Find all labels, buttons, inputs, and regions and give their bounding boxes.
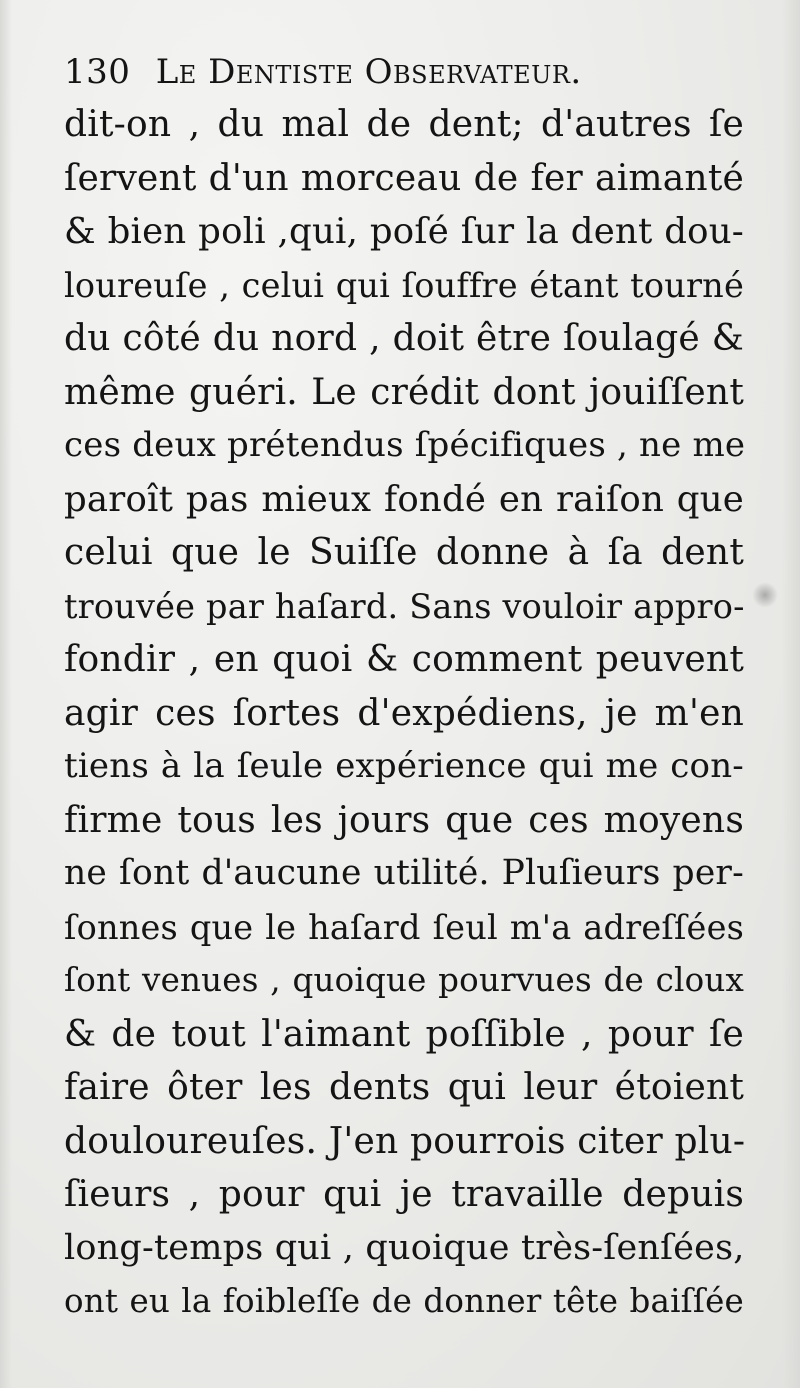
text-line: ne ſont d'aucune utilité. Pluſieurs per- [64,853,744,893]
text-line: celui que le Suiſſe donne à ſa dent [64,532,744,573]
text-line: ſervent d'un morceau de fer aimanté [64,157,744,199]
running-title: Le Dentiste Observateur. [155,52,582,92]
text-line: faire ôter les dents qui leur étoient [64,1067,744,1108]
text-line: dit-on , du mal de dent; d'autres ſe [64,104,744,145]
text-line: douloureuſes. J'en pourrois citer plu- [64,1120,746,1162]
text-line: ſont venues , quoique pourvues de cloux [64,961,744,999]
page-header [64,42,764,102]
text-line: même guéri. Le crédit dont jouiſſent [64,371,744,413]
text-line: ont eu la foibleſſe de donner tête baiſſée [64,1282,744,1320]
text-line: long-temps qui , quoique très-ſenſées, [64,1227,745,1268]
page-number: 130 [64,52,131,92]
text-line: du côté du nord , doit être ſoulagé & [64,318,744,359]
text-line: tiens à la ſeule expérience qui me con- [64,746,744,786]
text-line: & de tout l'aimant poſſible , pour ſe [64,1013,744,1055]
ink-smudge [752,582,778,608]
page-right-shadow [782,0,800,1388]
text-line: loureuſe , celui qui ſouffre étant tourné [64,265,744,305]
text-line: fondir , en quoi & comment peuvent [64,639,744,680]
text-line: paroît pas mieux fondé en raiſon que [64,478,744,520]
text-line: trouvée par haſard. Sans vouloir appro- [64,586,745,626]
text-line: agir ces ſortes d'expédiens, je m'en [64,692,744,734]
text-line: firme tous les jours que ces moyens [64,799,744,841]
text-line: ces deux prétendus ſpécifiques , ne me [64,425,746,465]
page-left-shadow [0,0,12,1388]
text-line: & bien poli ,qui, poſé ſur la dent dou- [64,211,744,252]
text-line: ſonnes que le haſard ſeul m'a adreſſées [64,907,744,947]
text-line: ſieurs , pour qui je travaille depuis [64,1174,744,1215]
body-text [64,98,744,1329]
